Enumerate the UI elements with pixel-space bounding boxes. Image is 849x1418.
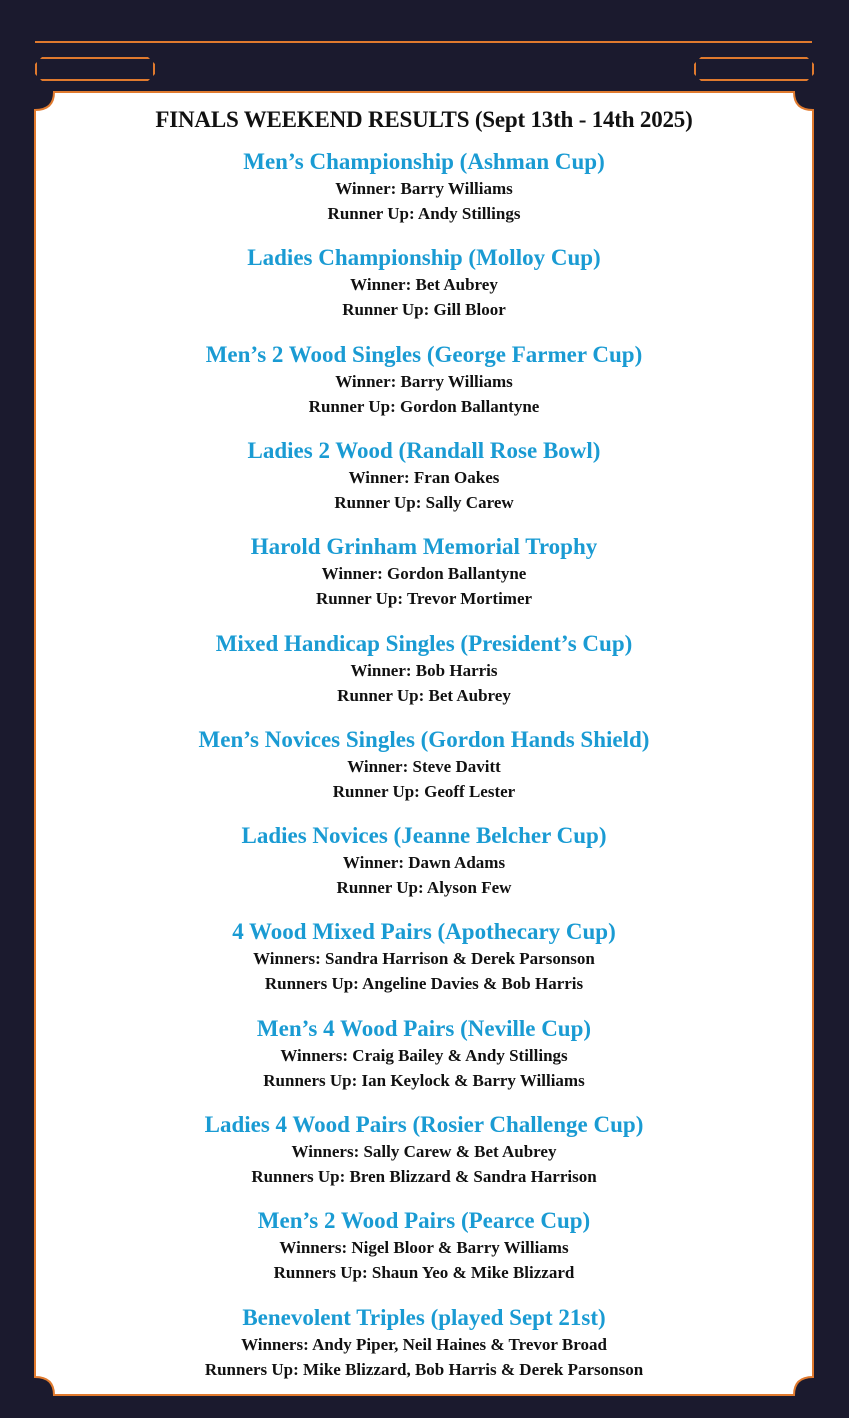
runner-up-line: Runner Up: Bet Aubrey	[337, 685, 511, 705]
runner-up-line: Runners Up: Shaun Yeo & Mike Blizzard	[273, 1263, 575, 1283]
winner-line: Winner: Dawn Adams	[342, 853, 506, 873]
result-section	[34, 1015, 814, 1093]
competition-heading: Ladies 2 Wood (Randall Rose Bowl)	[247, 437, 601, 463]
winner-line: Winner: Barry Williams	[335, 371, 513, 391]
winner-line: Winners: Sandra Harrison & Derek Parsonson	[253, 949, 595, 969]
winner-line: Winner: Bob Harris	[350, 660, 498, 680]
runner-up-line: Runners Up: Angeline Davies & Bob Harris	[264, 974, 584, 994]
result-section	[34, 1111, 814, 1189]
competition-heading: Harold Grinham Memorial Trophy	[250, 534, 598, 560]
result-section	[34, 1304, 814, 1382]
result-section	[34, 918, 814, 996]
runner-up-line: Runner Up: Gill Bloor	[342, 300, 506, 320]
runner-up-line: Runner Up: Alyson Few	[336, 878, 512, 898]
competition-heading: Mixed Handicap Singles (President’s Cup)	[215, 630, 633, 656]
winner-line: Winner: Fran Oakes	[348, 467, 500, 487]
winner-line: Winner: Barry Williams	[335, 179, 513, 198]
winner-line: Winners: Andy Piper, Neil Haines & Trevor Broad	[241, 1334, 607, 1354]
winner-line: Winner: Steve Davitt	[347, 756, 501, 776]
competition-heading: Ladies Novices (Jeanne Belcher Cup)	[241, 823, 607, 849]
competition-heading: 4 Wood Mixed Pairs (Apothecary Cup)	[232, 919, 616, 945]
right-frame-tab	[694, 57, 814, 81]
runner-up-line: Runner Up: Trevor Mortimer	[315, 589, 533, 609]
result-section	[34, 533, 814, 611]
competition-heading: Benevolent Triples (played Sept 21st)	[242, 1304, 606, 1330]
winner-line: Winners: Nigel Bloor & Barry Williams	[279, 1238, 569, 1258]
runner-up-line: Runner Up: Geoff Lester	[332, 781, 516, 801]
result-section	[34, 244, 814, 322]
winner-line: Winners: Sally Carew & Bet Aubrey	[291, 1142, 557, 1161]
result-section	[34, 148, 814, 226]
left-frame-tab	[35, 57, 155, 81]
runner-up-line: Runners Up: Mike Blizzard, Bob Harris & Derek Parsonson	[204, 1359, 644, 1379]
competition-heading: Ladies 4 Wood Pairs (Rosier Challenge Cup)	[204, 1112, 644, 1137]
results-content	[34, 91, 814, 1396]
winner-line: Winners: Craig Bailey & Andy Stillings	[280, 1045, 568, 1065]
competition-heading: Men’s Novices Singles (Gordon Hands Shield)	[198, 726, 650, 752]
result-section	[34, 726, 814, 804]
runner-up-line: Runners Up: Ian Keylock & Barry Williams	[263, 1070, 585, 1090]
winner-line: Winner: Bet Aubrey	[350, 275, 498, 295]
competition-heading: Men’s 4 Wood Pairs (Neville Cup)	[256, 1015, 592, 1041]
result-section	[34, 630, 814, 708]
result-section	[34, 437, 814, 515]
result-section	[34, 341, 814, 419]
winner-line: Winner: Gordon Ballantyne	[321, 564, 527, 584]
competition-heading: Men’s Championship (Ashman Cup)	[243, 149, 605, 174]
runner-up-line: Runner Up: Sally Carew	[334, 492, 514, 512]
result-section	[34, 1207, 814, 1285]
competition-heading: Men’s 2 Wood Singles (George Farmer Cup)	[205, 341, 643, 367]
competition-heading: Ladies Championship (Molloy Cup)	[247, 245, 601, 271]
runner-up-line: Runner Up: Gordon Ballantyne	[308, 396, 540, 416]
competition-heading: Men’s 2 Wood Pairs (Pearce Cup)	[257, 1208, 591, 1234]
runner-up-line: Runner Up: Andy Stillings	[327, 204, 521, 223]
runner-up-line: Runners Up: Bren Blizzard & Sandra Harrison	[251, 1167, 597, 1186]
top-frame-line	[35, 41, 812, 43]
page-title: FINALS WEEKEND RESULTS (Sept 13th - 14th 2025)	[155, 107, 693, 132]
result-section	[34, 822, 814, 900]
